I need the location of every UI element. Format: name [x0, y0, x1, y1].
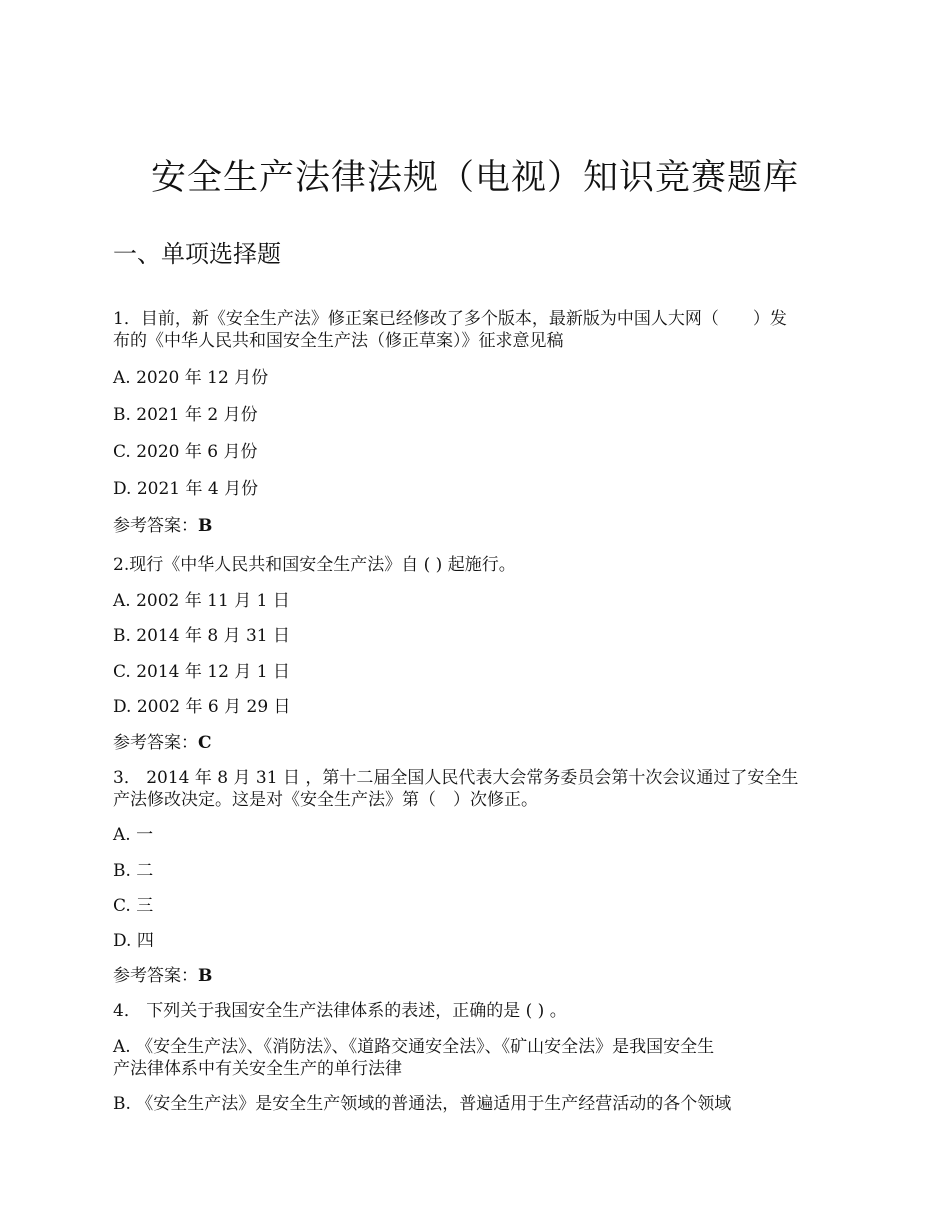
question-4-option-a-line2: 产法律体系中有关安全生产的单行法律: [113, 1059, 402, 1079]
question-3-stem-line1: 3． 2014 年 8 月 31 日 ，第十二届全国人民代表大会常务委员会第十次会议通过了安全生: [113, 768, 799, 788]
question-3-stem-line2: 产法修改决定。这是对《安全生产法》第（ ）次修正。: [113, 790, 538, 810]
question-1-stem-line2: 布的《中华人民共和国安全生产法（修正草案）》征求意见稿: [113, 331, 564, 351]
question-3-option-d: D. 四: [113, 931, 154, 951]
answer-label: 参考答案：: [113, 733, 198, 753]
question-3-option-a: A. 一: [113, 825, 154, 845]
answer-value: B: [198, 966, 213, 986]
question-2-stem-line1: 2.现行《中华人民共和国安全生产法》自 ( ) 起施行。: [113, 555, 516, 575]
question-3-answer: [113, 965, 212, 987]
question-1-option-b: B. 2021 年 2 月份: [113, 405, 258, 425]
question-2-option-b: B. 2014 年 8 月 31 日: [113, 626, 291, 646]
question-1-stem-line1: 1．目前，新《安全生产法》修正案已经修改了多个版本，最新版为中国人大网（ ）发: [113, 309, 787, 329]
question-3-option-b: B. 二: [113, 861, 154, 881]
question-2-option-d: D. 2002 年 6 月 29 日: [113, 697, 291, 717]
question-1-answer: [113, 515, 212, 537]
question-4-option-a-line1: A. 《安全生产法》、《消防法》、《道路交通安全法》、《矿山安全法》是我国安全生: [113, 1037, 715, 1057]
question-1-option-a: A. 2020 年 12 月份: [113, 368, 269, 388]
question-1-option-d: D. 2021 年 4 月份: [113, 479, 259, 499]
answer-label: 参考答案：: [113, 516, 198, 536]
question-3-option-c: C. 三: [113, 896, 154, 916]
question-4-stem-line1: 4． 下列关于我国安全生产法律体系的表述，正确的是 ( ) 。: [113, 1001, 567, 1021]
question-4-option-b: B. 《安全生产法》是安全生产领域的普通法，普遍适用于生产经营活动的各个领域: [113, 1094, 732, 1114]
question-2-option-c: C. 2014 年 12 月 1 日: [113, 662, 290, 682]
question-1-option-c: C. 2020 年 6 月份: [113, 442, 258, 462]
answer-value: C: [198, 733, 212, 753]
section-heading: 一、单项选择题: [113, 240, 281, 268]
question-2-answer: [113, 732, 212, 754]
answer-value: B: [198, 516, 213, 536]
answer-label: 参考答案：: [113, 966, 198, 986]
question-2-option-a: A. 2002 年 11 月 1 日: [113, 591, 290, 611]
document-title: 安全生产法律法规（电视）知识竞赛题库: [150, 158, 799, 198]
